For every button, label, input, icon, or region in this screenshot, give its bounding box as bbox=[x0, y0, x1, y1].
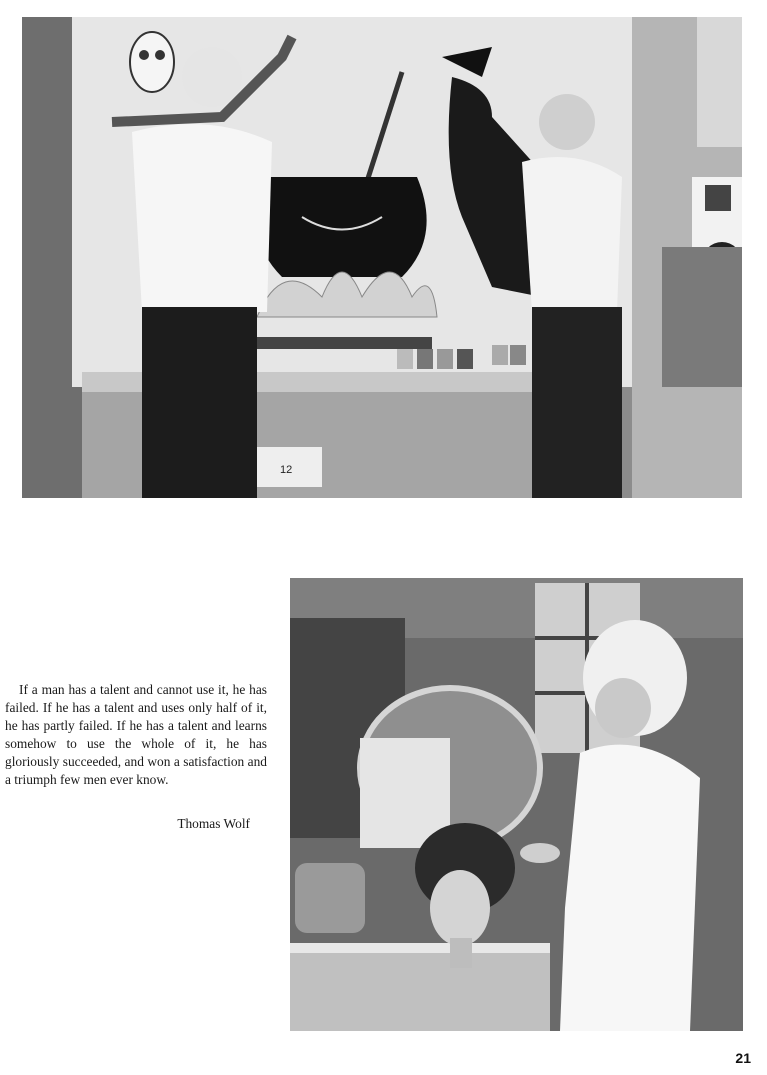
dresser bbox=[290, 948, 550, 1031]
cauldron bbox=[255, 177, 426, 277]
quote-text: If a man has a talent and cannot use it, he has failed. If he has a talent and uses only half of it, he has partly failed. If he has a talent and learns somehow to use the whole of it, he has gloriously succeeded, and won a satisfaction and a triumph few men ever know. bbox=[5, 682, 267, 787]
owl-drawing bbox=[130, 32, 174, 92]
quote-author: Thomas Wolf bbox=[177, 816, 250, 831]
page-number: 21 bbox=[735, 1050, 751, 1066]
photo-painting-mural bbox=[22, 17, 742, 498]
salon-scene bbox=[290, 578, 743, 1031]
price-tag: 12 bbox=[280, 464, 293, 476]
mural-scene bbox=[22, 17, 742, 498]
photo-hair-styling bbox=[290, 578, 743, 1031]
